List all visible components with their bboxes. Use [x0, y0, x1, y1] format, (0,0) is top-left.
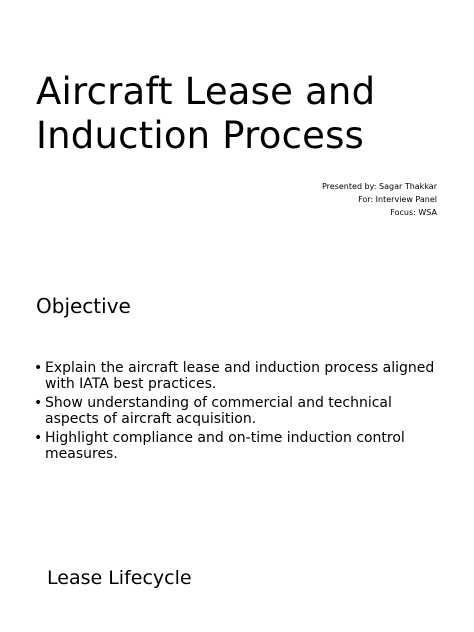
list-item: [34, 430, 444, 462]
list-item: [34, 360, 444, 392]
presented-by-text: Presented by: Sagar Thakkar: [322, 182, 437, 191]
slide-title-line-1: Aircraft Lease and: [36, 70, 376, 113]
bullet-marker: •: [34, 360, 43, 376]
objective-heading: Objective: [36, 294, 131, 318]
bullet-text: Show understanding of commercial and technical aspects of aircraft acquisition.: [45, 395, 392, 427]
bullet-text: Highlight compliance and on-time induction control measures.: [45, 430, 405, 462]
bullet-marker: •: [34, 430, 43, 446]
slide-title-line-2: Induction Process: [36, 114, 365, 157]
list-item: [34, 395, 444, 427]
audience-text: For: Interview Panel: [358, 195, 437, 204]
bullet-text: Explain the aircraft lease and induction process aligned with IATA best practices.: [45, 360, 435, 392]
bullet-marker: •: [34, 395, 43, 411]
presenter-info: [322, 180, 437, 219]
focus-text: Focus: WSA: [390, 208, 437, 217]
slide-title: [36, 70, 375, 158]
lease-lifecycle-heading: Lease Lifecycle: [47, 567, 192, 589]
objective-bullet-list: [34, 360, 444, 465]
